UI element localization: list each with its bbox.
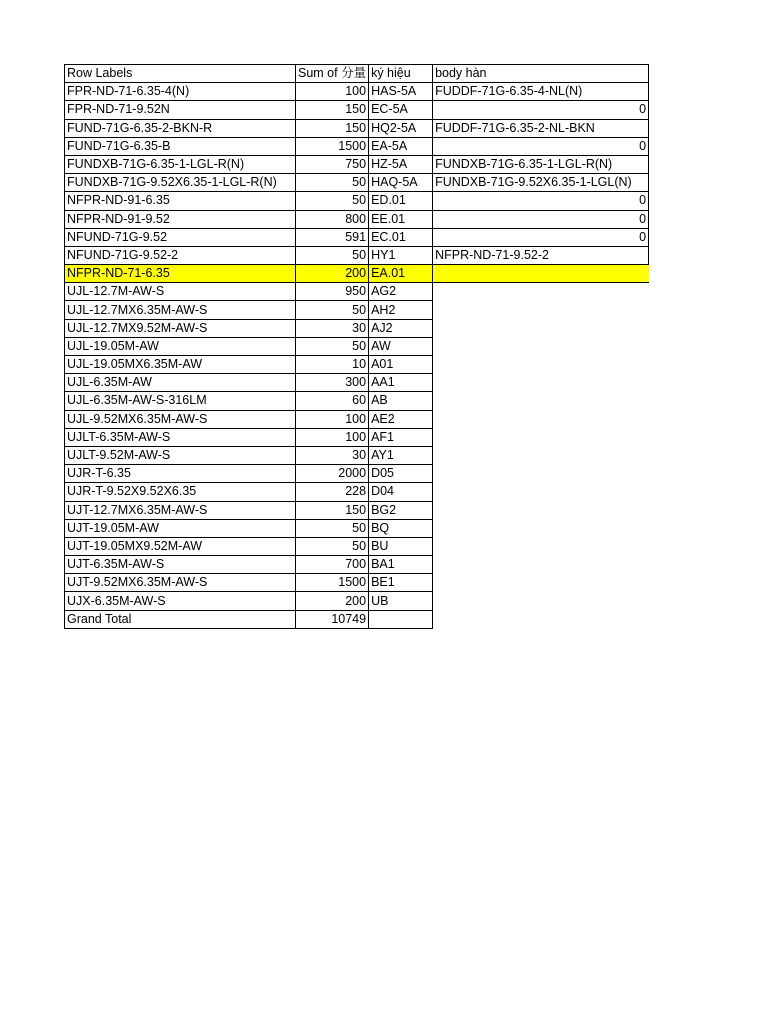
row-label-cell[interactable]: UJLT-9.52M-AW-S: [65, 446, 296, 464]
row-label-cell[interactable]: NFUND-71G-9.52-2: [65, 246, 296, 264]
header-row-labels[interactable]: Row Labels: [65, 65, 296, 83]
sum-cell[interactable]: 50: [296, 192, 369, 210]
row-label-cell[interactable]: NFUND-71G-9.52: [65, 228, 296, 246]
header-row: [65, 65, 649, 83]
empty-cell: [433, 356, 649, 374]
body-han-cell[interactable]: FUDDF-71G-6.35-4-NL(N): [433, 83, 649, 101]
ky-hieu-cell[interactable]: AE2: [369, 410, 433, 428]
sum-cell[interactable]: 50: [296, 246, 369, 264]
empty-cell: [433, 374, 649, 392]
table-row: [65, 337, 649, 355]
ky-hieu-cell[interactable]: AA1: [369, 374, 433, 392]
sum-cell[interactable]: 50: [296, 174, 369, 192]
row-label-cell[interactable]: FUNDXB-71G-6.35-1-LGL-R(N): [65, 155, 296, 173]
sum-cell[interactable]: 750: [296, 155, 369, 173]
table-row: [65, 119, 649, 137]
sum-cell[interactable]: 2000: [296, 465, 369, 483]
ky-hieu-cell[interactable]: AY1: [369, 446, 433, 464]
table-row: [65, 228, 649, 246]
empty-cell: [433, 410, 649, 428]
header-ky-hieu[interactable]: ký hiệu: [369, 65, 433, 83]
table-row: [65, 574, 649, 592]
sum-cell[interactable]: 200: [296, 265, 369, 283]
ky-hieu-cell[interactable]: HAQ-5A: [369, 174, 433, 192]
sum-cell[interactable]: 1500: [296, 137, 369, 155]
ky-hieu-cell[interactable]: AB: [369, 392, 433, 410]
table-row: [65, 265, 649, 283]
ky-hieu-cell[interactable]: AW: [369, 337, 433, 355]
empty-cell: [433, 483, 649, 501]
sum-cell[interactable]: 30: [296, 446, 369, 464]
ky-hieu-cell[interactable]: BA1: [369, 556, 433, 574]
row-label-cell[interactable]: UJL-12.7MX6.35M-AW-S: [65, 301, 296, 319]
row-label-cell[interactable]: UJR-T-9.52X9.52X6.35: [65, 483, 296, 501]
sum-cell[interactable]: 50: [296, 519, 369, 537]
sum-cell[interactable]: 60: [296, 392, 369, 410]
ky-hieu-cell[interactable]: D05: [369, 465, 433, 483]
table-row: [65, 410, 649, 428]
ky-hieu-cell[interactable]: BQ: [369, 519, 433, 537]
grand-total-row: [65, 610, 649, 628]
table-row: [65, 374, 649, 392]
row-label-cell[interactable]: UJT-19.05MX9.52M-AW: [65, 537, 296, 555]
ky-hieu-cell[interactable]: ED.01: [369, 192, 433, 210]
row-label-cell[interactable]: UJX-6.35M-AW-S: [65, 592, 296, 610]
pivot-table: [64, 64, 649, 629]
sum-cell[interactable]: 150: [296, 501, 369, 519]
table-row: [65, 592, 649, 610]
row-label-cell[interactable]: UJL-12.7M-AW-S: [65, 283, 296, 301]
empty-cell: [433, 301, 649, 319]
empty-cell: [433, 556, 649, 574]
sum-cell[interactable]: 50: [296, 301, 369, 319]
ky-hieu-cell[interactable]: HAS-5A: [369, 83, 433, 101]
empty-cell: [433, 519, 649, 537]
table-row: [65, 556, 649, 574]
empty-cell: [433, 337, 649, 355]
ky-hieu-cell[interactable]: HQ2-5A: [369, 119, 433, 137]
table-row: [65, 283, 649, 301]
body-han-cell[interactable]: [433, 265, 649, 283]
row-label-cell[interactable]: FPR-ND-71-6.35-4(N): [65, 83, 296, 101]
table-row: [65, 210, 649, 228]
ky-hieu-cell[interactable]: HZ-5A: [369, 155, 433, 173]
ky-hieu-cell[interactable]: BG2: [369, 501, 433, 519]
table-row: [65, 519, 649, 537]
row-label-cell[interactable]: NFPR-ND-71-6.35: [65, 265, 296, 283]
empty-cell: [433, 428, 649, 446]
grand-total-sum[interactable]: 10749: [296, 610, 369, 628]
row-label-cell[interactable]: FPR-ND-71-9.52N: [65, 101, 296, 119]
body-han-cell[interactable]: 0: [433, 101, 649, 119]
table-row: [65, 537, 649, 555]
row-label-cell[interactable]: FUND-71G-6.35-2-BKN-R: [65, 119, 296, 137]
empty-cell: [433, 283, 649, 301]
ky-hieu-cell[interactable]: AH2: [369, 301, 433, 319]
ky-hieu-cell[interactable]: EE.01: [369, 210, 433, 228]
sum-cell[interactable]: 591: [296, 228, 369, 246]
table-row: [65, 83, 649, 101]
table-row: [65, 101, 649, 119]
row-label-cell[interactable]: UJL-9.52MX6.35M-AW-S: [65, 410, 296, 428]
ky-hieu-cell[interactable]: EA.01: [369, 265, 433, 283]
row-label-cell[interactable]: UJLT-6.35M-AW-S: [65, 428, 296, 446]
row-label-cell[interactable]: UJL-6.35M-AW-S-316LM: [65, 392, 296, 410]
body-han-cell[interactable]: 0: [433, 210, 649, 228]
row-label-cell[interactable]: FUND-71G-6.35-B: [65, 137, 296, 155]
table-row: [65, 446, 649, 464]
table-row: [65, 174, 649, 192]
sum-cell[interactable]: 50: [296, 337, 369, 355]
table-row: [65, 392, 649, 410]
table-row: [65, 501, 649, 519]
sum-cell[interactable]: 150: [296, 119, 369, 137]
empty-cell: [433, 319, 649, 337]
table-row: [65, 428, 649, 446]
ky-hieu-cell[interactable]: EC.01: [369, 228, 433, 246]
body-han-cell[interactable]: 0: [433, 137, 649, 155]
row-label-cell[interactable]: UJT-6.35M-AW-S: [65, 556, 296, 574]
sum-cell[interactable]: 300: [296, 374, 369, 392]
table-row: [65, 246, 649, 264]
empty-cell: [433, 392, 649, 410]
table-row: [65, 319, 649, 337]
row-label-cell[interactable]: UJT-9.52MX6.35M-AW-S: [65, 574, 296, 592]
body-han-cell[interactable]: FUDDF-71G-6.35-2-NL-BKN: [433, 119, 649, 137]
table-row: [65, 356, 649, 374]
sum-cell[interactable]: 50: [296, 537, 369, 555]
sum-cell[interactable]: 10: [296, 356, 369, 374]
row-label-cell[interactable]: FUNDXB-71G-9.52X6.35-1-LGL-R(N): [65, 174, 296, 192]
empty-cell: [433, 446, 649, 464]
row-label-cell[interactable]: NFPR-ND-91-9.52: [65, 210, 296, 228]
empty-cell: [433, 501, 649, 519]
ky-hieu-cell[interactable]: BU: [369, 537, 433, 555]
empty-cell: [433, 574, 649, 592]
table-row: [65, 483, 649, 501]
sum-cell[interactable]: 30: [296, 319, 369, 337]
sum-cell[interactable]: 228: [296, 483, 369, 501]
row-label-cell[interactable]: UJL-19.05MX6.35M-AW: [65, 356, 296, 374]
body-han-cell[interactable]: 0: [433, 192, 649, 210]
empty-cell: [433, 465, 649, 483]
empty-cell: [433, 592, 649, 610]
sum-cell[interactable]: 950: [296, 283, 369, 301]
row-label-cell[interactable]: UJT-12.7MX6.35M-AW-S: [65, 501, 296, 519]
empty-cell: [433, 610, 649, 628]
empty-cell: [433, 537, 649, 555]
sum-cell[interactable]: 150: [296, 101, 369, 119]
sum-cell[interactable]: 200: [296, 592, 369, 610]
table-row: [65, 137, 649, 155]
table-row: [65, 155, 649, 173]
row-label-cell[interactable]: UJT-19.05M-AW: [65, 519, 296, 537]
sum-cell[interactable]: 100: [296, 410, 369, 428]
body-han-cell[interactable]: FUNDXB-71G-9.52X6.35-1-LGL(N): [433, 174, 649, 192]
row-label-cell[interactable]: NFPR-ND-91-6.35: [65, 192, 296, 210]
row-label-cell[interactable]: UJL-19.05M-AW: [65, 337, 296, 355]
ky-hieu-cell[interactable]: EA-5A: [369, 137, 433, 155]
ky-hieu-cell[interactable]: HY1: [369, 246, 433, 264]
sum-cell[interactable]: 100: [296, 83, 369, 101]
grand-total-label[interactable]: Grand Total: [65, 610, 296, 628]
body-han-cell[interactable]: NFPR-ND-71-9.52-2: [433, 246, 649, 264]
row-label-cell[interactable]: UJL-6.35M-AW: [65, 374, 296, 392]
sum-cell[interactable]: 100: [296, 428, 369, 446]
ky-hieu-cell[interactable]: AG2: [369, 283, 433, 301]
ky-hieu-cell[interactable]: BE1: [369, 574, 433, 592]
row-label-cell[interactable]: UJL-12.7MX9.52M-AW-S: [65, 319, 296, 337]
ky-hieu-cell[interactable]: D04: [369, 483, 433, 501]
ky-hieu-cell[interactable]: UB: [369, 592, 433, 610]
sum-cell[interactable]: 800: [296, 210, 369, 228]
sum-cell[interactable]: 700: [296, 556, 369, 574]
body-han-cell[interactable]: FUNDXB-71G-6.35-1-LGL-R(N): [433, 155, 649, 173]
table-row: [65, 192, 649, 210]
header-body-han[interactable]: body hàn: [433, 65, 649, 83]
ky-hieu-cell[interactable]: AF1: [369, 428, 433, 446]
header-sum[interactable]: Sum of 分量: [296, 65, 369, 83]
row-label-cell[interactable]: UJR-T-6.35: [65, 465, 296, 483]
ky-hieu-cell[interactable]: EC-5A: [369, 101, 433, 119]
body-han-cell[interactable]: 0: [433, 228, 649, 246]
ky-hieu-cell[interactable]: AJ2: [369, 319, 433, 337]
table-row: [65, 301, 649, 319]
ky-hieu-cell[interactable]: A01: [369, 356, 433, 374]
grand-total-ky-hieu[interactable]: [369, 610, 433, 628]
table-row: [65, 465, 649, 483]
sum-cell[interactable]: 1500: [296, 574, 369, 592]
